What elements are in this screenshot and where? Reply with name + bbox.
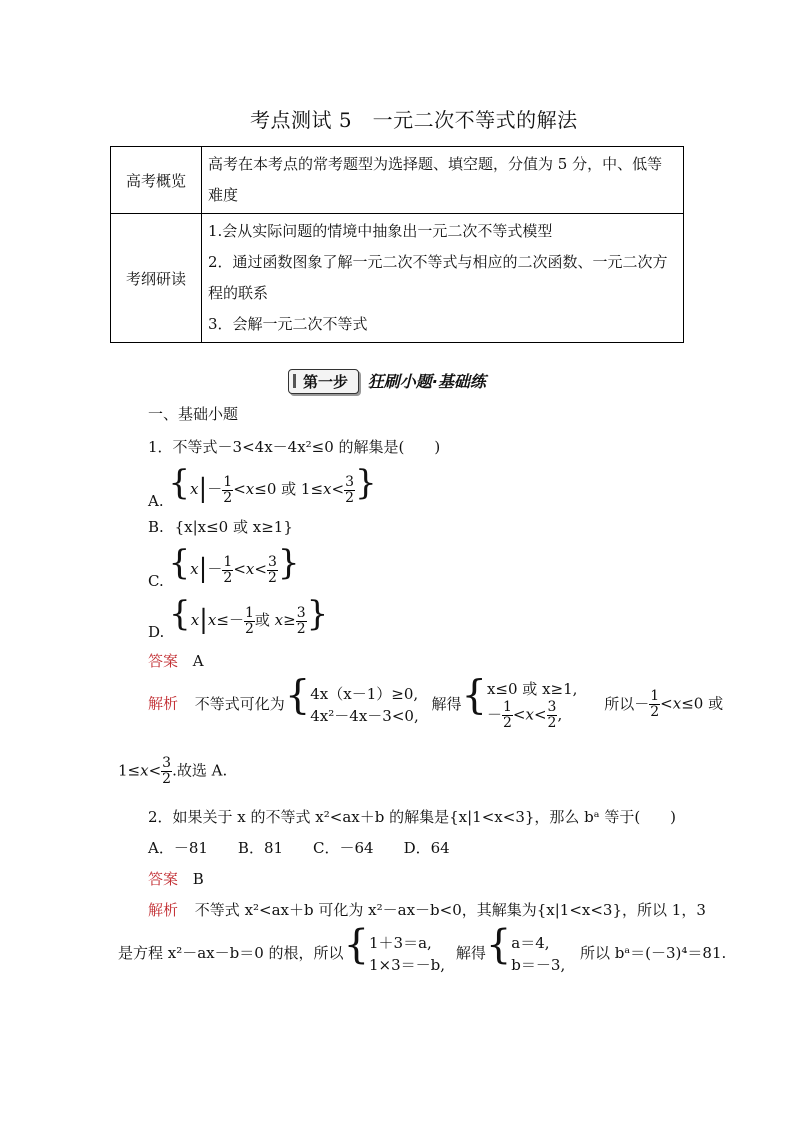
overview-head: 高考概览 bbox=[111, 147, 202, 214]
left-brace-icon: { bbox=[284, 672, 311, 719]
answer-label: 答案 bbox=[148, 870, 179, 888]
analysis-text: 不等式可化为 bbox=[194, 694, 285, 713]
analysis-text: 或 bbox=[708, 694, 724, 713]
left-brace-icon: { bbox=[168, 463, 191, 503]
step-badge-label: 第一步 bbox=[303, 373, 349, 391]
right-brace-icon: } bbox=[354, 463, 377, 503]
right-brace-icon: } bbox=[277, 543, 300, 583]
option-label: C. bbox=[148, 572, 164, 590]
answer-2 bbox=[148, 868, 204, 889]
analysis-label: 解析 bbox=[148, 901, 179, 919]
overview-table bbox=[110, 146, 684, 343]
option-b-text: {x|x≤0 或 x≥1} bbox=[174, 518, 293, 536]
step-heading: 狂刷小题·基础练 bbox=[367, 372, 486, 391]
option-label: A. bbox=[148, 492, 164, 510]
left-brace-icon: { bbox=[343, 922, 370, 968]
analysis-text: 是方程 x²－ax－b＝0 的根，所以 bbox=[118, 944, 344, 962]
analysis-2-line2 bbox=[118, 922, 727, 976]
analysis-2-line1 bbox=[148, 899, 706, 920]
analysis-text: 所以－ bbox=[604, 694, 650, 713]
option-d: D. {x|x≤－ $\frac{1}{2}$ 或 x≥ $\frac{3}{2}$ } bbox=[148, 594, 329, 641]
system-line: 4x（x－1）≥0, bbox=[310, 684, 419, 703]
analysis-text: 解得 bbox=[455, 944, 486, 962]
fraction: $\frac{1}{2}$ bbox=[244, 604, 254, 637]
analysis-text: 解得 bbox=[431, 694, 462, 713]
syllabus-head: 考纲研读 bbox=[111, 214, 202, 343]
question-1-stem: 1．不等式－3<4x－4x²≤0 的解集是( ) bbox=[148, 438, 441, 456]
fraction: $\frac{1}{2}$ bbox=[502, 699, 512, 731]
fraction: $\frac{1}{2}$ bbox=[223, 473, 233, 506]
syllabus-body bbox=[202, 214, 684, 343]
analysis-text: 故选 A. bbox=[176, 761, 228, 780]
page-title: 考点测试 5 一元二次不等式的解法 bbox=[250, 108, 578, 132]
table-row bbox=[111, 214, 684, 343]
syllabus-line: 1.会从实际问题的情境中抽象出一元二次不等式模型 bbox=[208, 222, 553, 240]
answer-label: 答案 bbox=[148, 652, 179, 670]
fraction: $\frac{3}{2}$ bbox=[345, 473, 354, 506]
question-2-stem: 2．如果关于 x 的不等式 x²<ax＋b 的解集是{x|1<x<3}，那么 bᵃ 等于( ) bbox=[148, 808, 677, 826]
equation-system bbox=[369, 932, 445, 976]
option-label: B. bbox=[148, 518, 164, 536]
system-line: b＝－3, bbox=[511, 956, 566, 974]
answer-value: B bbox=[192, 870, 204, 888]
badge-mark-icon bbox=[293, 374, 296, 388]
system-line: 1＋3＝a, bbox=[369, 934, 432, 952]
table-row bbox=[111, 147, 684, 214]
analysis-1-tail: 1≤x< $\frac{3}{2}$ .故选 A. bbox=[118, 755, 228, 787]
left-brace-icon: { bbox=[485, 922, 512, 968]
left-brace-icon: { bbox=[169, 594, 191, 634]
left-brace-icon: { bbox=[168, 543, 191, 583]
system-line: 4x²－4x－3<0, bbox=[310, 706, 419, 725]
option-a: A. {x|－ $\frac{1}{2}$ <x≤0 或 1≤x< $\frac{3}{2}$ } bbox=[148, 463, 377, 510]
analysis-label: 解析 bbox=[148, 694, 179, 713]
answer-1 bbox=[148, 650, 204, 671]
analysis-text: 所以 bᵃ＝(－3)⁴＝81. bbox=[580, 944, 727, 962]
left-brace-icon: { bbox=[461, 672, 487, 719]
right-brace-icon: } bbox=[306, 594, 329, 634]
fraction: $\frac{1}{2}$ bbox=[223, 553, 233, 586]
solution-system bbox=[511, 932, 565, 976]
system-line: 1×3＝－b, bbox=[369, 956, 446, 974]
system-line: a＝4, bbox=[511, 934, 550, 952]
inequality-system bbox=[310, 683, 418, 727]
fraction: $\frac{3}{2}$ bbox=[547, 699, 557, 731]
section-heading: 一、基础小题 bbox=[148, 405, 239, 423]
syllabus-line: 2．通过函数图象了解一元二次不等式与相应的二次函数、一元二次方程的联系 bbox=[208, 253, 668, 302]
step-badge bbox=[288, 369, 359, 394]
fraction: $\frac{3}{2}$ bbox=[296, 604, 306, 637]
option-label: D. bbox=[148, 623, 165, 641]
question-2-options: A．－81 B．81 C．－64 D．64 bbox=[148, 839, 450, 857]
analysis-1: 解析 不等式可化为{4x（x－1）≥0, 4x²－4x－3<0, 解得{x≤0 或 x≥1, － $\frac{1}{2}$ <x< $\frac{3}{2}$ , 所以－ $\frac{1}{2}$ <x≤0 或 bbox=[148, 672, 724, 731]
analysis-text: 不等式 x²<ax＋b 可化为 x²－ax－b<0，其解集为{x|1<x<3}，所以 1，3 bbox=[194, 901, 706, 919]
step-header bbox=[288, 369, 486, 394]
system-line: x≤0 或 x≥1, bbox=[486, 680, 578, 698]
fraction: $\frac{3}{2}$ bbox=[162, 755, 172, 787]
option-c: C. {x|－ $\frac{1}{2}$ <x< $\frac{3}{2}$ } bbox=[148, 543, 300, 590]
option-b bbox=[148, 516, 293, 537]
fraction: $\frac{1}{2}$ bbox=[650, 688, 660, 720]
syllabus-line: 3．会解一元二次不等式 bbox=[208, 315, 368, 333]
answer-value: A bbox=[192, 652, 204, 670]
fraction: $\frac{3}{2}$ bbox=[267, 553, 277, 586]
overview-body: 高考在本考点的常考题型为选择题、填空题，分值为 5 分，中、低等难度 bbox=[202, 147, 684, 214]
solution-system: x≤0 或 x≥1, － $\frac{1}{2}$ <x< $\frac{3}{2}$ , bbox=[486, 680, 578, 731]
